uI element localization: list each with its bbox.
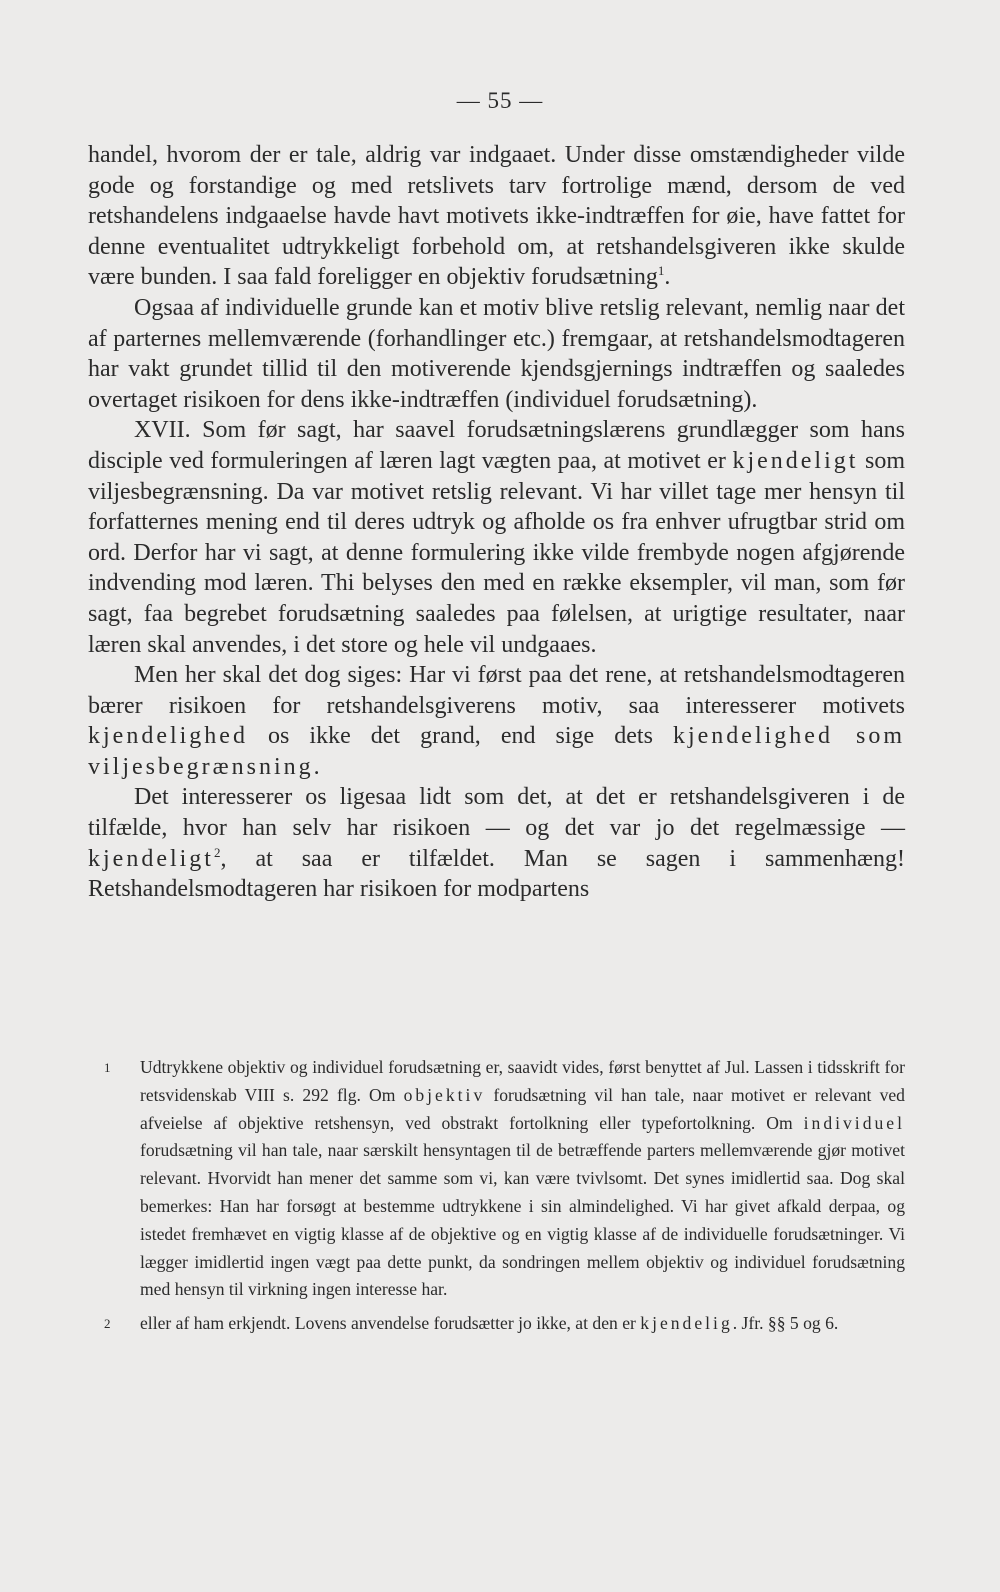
footnote-number: 1 [104, 1060, 111, 1075]
paragraph [88, 415, 905, 660]
footnote-reference: 2 [213, 844, 221, 860]
footnote [88, 1054, 905, 1304]
footnote [88, 1310, 905, 1338]
text-run: , at saa er tilfældet. Man se sagen i sammenhæng! Retshandelsmodtageren har risikoen for modpartens [88, 845, 905, 903]
footnote-text [140, 1313, 838, 1333]
spaced-emphasis: kjendelig [640, 1313, 733, 1334]
text-run: som viljesbegrænsning. Da var motivet retslig relevant. Vi har villet tage mer hensyn til forfatternes mening end til deres udtryk og afholde os fra enhver ufrugtbar strid om ord. Derfor har vi sagt, at denne formulering ikke vilde frembyde nogen afgjørende indvending mod læren. Thi belyses den med en række eksempler, vil man, som før sagt, faa begrebet forudsætning saaledes paa følelsen, at urigtige resultater, naar læren skal anvendes, i det store og hele vil undgaaes. [88, 447, 905, 658]
page-number: — 55 — [456, 88, 544, 113]
spaced-emphasis: kjendelighed som viljesbegrænsning [88, 723, 906, 780]
spaced-emphasis: kjendeligt [732, 447, 859, 474]
paragraph [88, 782, 905, 904]
paragraph [88, 293, 905, 415]
text-run: . Jfr. §§ 5 og 6. [732, 1313, 839, 1334]
text-run: forudsætning vil han tale, naar særskilt hensyntagen til de betræffende parters mellemværende gjør motivet relevant. Hvorvidt han mener det samme som vi, kan være tvivlsomt. Det synes imidlertid saa. Dog skal bemerkes: Han har forsøgt at bestemme udtrykkene i sin almindelighed. Vi har givet afkald derpaa, og istedet fremhævet en vigtig klasse af de objektive og en vigtig klasse af de individuelle forudsætninger. Vi lægger imidlertid ingen vægt paa dette punkt, da sondringen mellem objektiv og individuel forudsætning med hensyn til virkning ingen interesse har. [140, 1140, 905, 1300]
text-run: Udtrykkene objektiv og individuel forudsætning er, saavidt vides, først benyttet af Jul. Lassen i tidsskrift for retsvidenskab VIII s. 292 flg. Om [140, 1057, 905, 1105]
paragraph [88, 140, 905, 293]
text-run: Det interesserer os ligesaa lidt som det, at det er retshandelsgiveren i de tilfælde, hvor han selv har risikoen — og det var jo det regelmæssige — [88, 784, 905, 842]
body-text [88, 140, 905, 905]
footnote-reference: 1 [657, 263, 665, 279]
text-run: os ikke det grand, end sige dets [247, 723, 673, 750]
spaced-emphasis: individuel [803, 1112, 905, 1133]
text-run: Men her skal det dog siges: Har vi først paa det rene, at retshandelsmodtageren bærer risikoen for retshandelsgiverens motiv, saa interesserer motivets [88, 662, 905, 719]
text-run: handel, hvorom der er tale, aldrig var indgaaet. Under disse omstændigheder vilde gode og forstandige og med retslivets tarv fortrolige mænd, dersom de ved retshandelens indgaaelse havde havt motivets ikke-indtræffen for øie, have fattet for denne eventualitet udtrykkeligt forbehold om, at retshandelsgiveren ikke skulde være bunden. I saa fald foreligger en objektiv forudsætning [88, 142, 905, 291]
spaced-emphasis: objektiv [403, 1084, 486, 1105]
text-run: XVII. Som før sagt, har saavel forudsætningslærens grundlægger som hans disciple ved formuleringen af læren lagt vægten paa, at motivet er [88, 417, 905, 474]
paragraph [88, 660, 905, 782]
footnote-text [140, 1057, 905, 1299]
text-run: forudsætning vil han tale, naar motivet er relevant ved afveielse af objektive retshensyn, ved obstrakt fortolkning eller typefortolkning. Om [140, 1084, 905, 1133]
footnote-number: 2 [104, 1316, 111, 1332]
spaced-emphasis: kjendeligt [88, 845, 214, 872]
text-run: eller af ham erkjendt. Lovens anvendelse forudsætter jo ikke, at den er [140, 1313, 641, 1334]
text-run: . [664, 264, 671, 291]
spaced-emphasis: kjendelighed [88, 723, 248, 750]
text-run: . [313, 753, 320, 780]
text-run: Ogsaa af individuelle grunde kan et motiv blive retslig relevant, nemlig naar det af parternes mellemværende (forhandlinger etc.) fremgaar, at retshandelsmodtageren har vakt grundet tillid til den motiverende kjendsgjernings indtræffen og saaledes overtaget risikoen for dens ikke-indtræffen (individuel forudsætning). [88, 294, 905, 413]
footnotes [88, 1054, 905, 1344]
